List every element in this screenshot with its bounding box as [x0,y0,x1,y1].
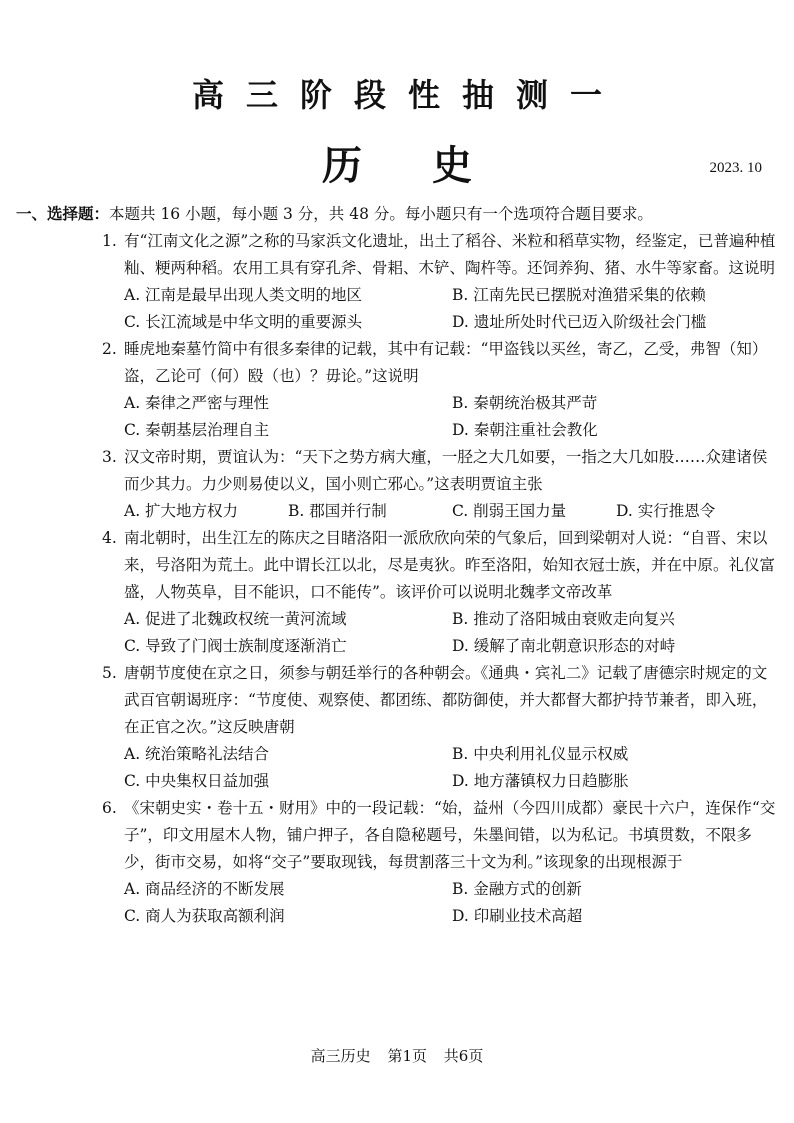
question-stem: 《宋朝史实・卷十五・财用》中的一段记载：“始，益州（今四川成都）豪民十六户，连保作“交子”，印文用屋木人物，铺户押子，各自隐秘题号，朱墨间错，以为私记。书填贯数，不限多少，街市交易，如将“交子”要取现钱，每贯割落三十文为利。”该现象的出现根源于 [124,799,776,871]
option-b: B. 郡国并行制 [288,502,387,520]
question-stem: 南北朝时，出生江左的陈庆之目睹洛阳一派欣欣向荣的气象后，回到梁朝对人说：“自晋、宋以来，号洛阳为荒土。此中谓长江以北，尽是夷狄。昨至洛阳，始知衣冠士族，并在中原。礼仪富盛，人物英阜，目不能识，口不能传”。该评价可以说明北魏孝文帝改革 [124,529,776,601]
option-a: A. 秦律之严密与理性 [124,394,270,412]
exam-date: 2023. 10 [709,160,762,176]
question-number: 3. [102,448,117,466]
question-1 [102,228,780,336]
question-4 [102,525,780,660]
section-header [16,200,780,228]
question-stem: 睡虎地秦墓竹简中有很多秦律的记载，其中有记载：“甲盗钱以买丝，寄乙，乙受，弗智（知）盗，乙论可（何）殹（也）？毋论。”这说明 [124,340,768,385]
option-a: A. 促进了北魏政权统一黄河流域 [124,610,347,628]
option-b: B. 秦朝统治极其严苛 [452,394,598,412]
option-c: C. 长江流域是中华文明的重要源头 [124,313,363,331]
subject-title: 历史 [322,142,542,189]
exam-title: 高三阶段性抽测一 [191,76,624,114]
section-title: 一、选择题： [16,204,110,223]
page-footer [0,1045,794,1066]
question-number: 5. [102,664,117,682]
option-d: D. 遗址所处时代已迈入阶级社会门槛 [452,313,707,331]
option-d: D. 实行推恩令 [616,502,716,520]
option-a: A. 统治策略礼法结合 [124,745,270,763]
option-list [124,876,780,930]
option-a: A. 江南是最早出现人类文明的地区 [124,286,363,304]
section-instructions: 本题共 16 小题，每小题 3 分，共 48 分。每小题只有一个选项符合题目要求。 [109,205,653,223]
option-d: D. 缓解了南北朝意识形态的对峙 [452,637,676,655]
option-list [124,390,780,444]
option-b: B. 金融方式的创新 [452,880,582,898]
question-number: 6. [102,799,117,817]
footer-course: 高三历史 [310,1047,371,1065]
option-c: C. 中央集权日益加强 [124,772,270,790]
option-d: D. 地方藩镇权力日趋膨胀 [452,772,629,790]
footer-page-number: 第1页 [387,1047,427,1065]
option-d: D. 秦朝注重社会教化 [452,421,598,439]
question-6 [102,795,780,930]
option-c: C. 秦朝基层治理自主 [124,421,270,439]
question-content [16,200,780,930]
option-list [124,282,780,336]
option-a: A. 扩大地方权力 [124,502,239,520]
option-c: C. 商人为获取高额利润 [124,907,285,925]
option-b: B. 推动了洛阳城由衰败走向复兴 [452,610,675,628]
question-stem: 唐朝节度使在京之日，须参与朝廷举行的各种朝会。《通典・宾礼二》记载了唐德宗时规定的文武百官朝谒班序：“节度使、观察使、都团练、都防御使，并大都督大都护持节兼者，即入班，在正官之次。”这反映唐朝 [124,664,768,736]
option-b: B. 江南先民已摆脱对渔猎采集的依赖 [452,286,706,304]
question-number: 1. [102,232,117,250]
question-2 [102,336,780,444]
option-d: D. 印刷业技术高超 [452,907,583,925]
question-5 [102,660,780,795]
question-3 [102,444,780,525]
option-c: C. 削弱王国力量 [452,502,567,520]
option-list [124,606,780,660]
option-list [124,498,780,525]
question-number: 2. [102,340,117,358]
option-c: C. 导致了门阀士族制度逐渐消亡 [124,637,347,655]
question-number: 4. [102,529,117,547]
question-stem: 有“江南文化之源”之称的马家浜文化遗址，出土了稻谷、米粒和稻草实物，经鉴定，已普遍种植籼、粳两种稻。农用工具有穿孔斧、骨耜、木铲、陶杵等。还饲养狗、猪、水牛等家畜。这说明 [124,232,776,277]
option-b: B. 中央利用礼仪显示权威 [452,745,629,763]
footer-total-pages: 共6页 [443,1047,484,1065]
option-a: A. 商品经济的不断发展 [124,880,285,898]
question-stem: 汉文帝时期，贾谊认为：“天下之势方病大瘇，一胫之大几如要，一指之大几如股……众建诸侯而少其力。力少则易使以义，国小则亡邪心。”这表明贾谊主张 [124,448,768,493]
option-list [124,741,780,795]
